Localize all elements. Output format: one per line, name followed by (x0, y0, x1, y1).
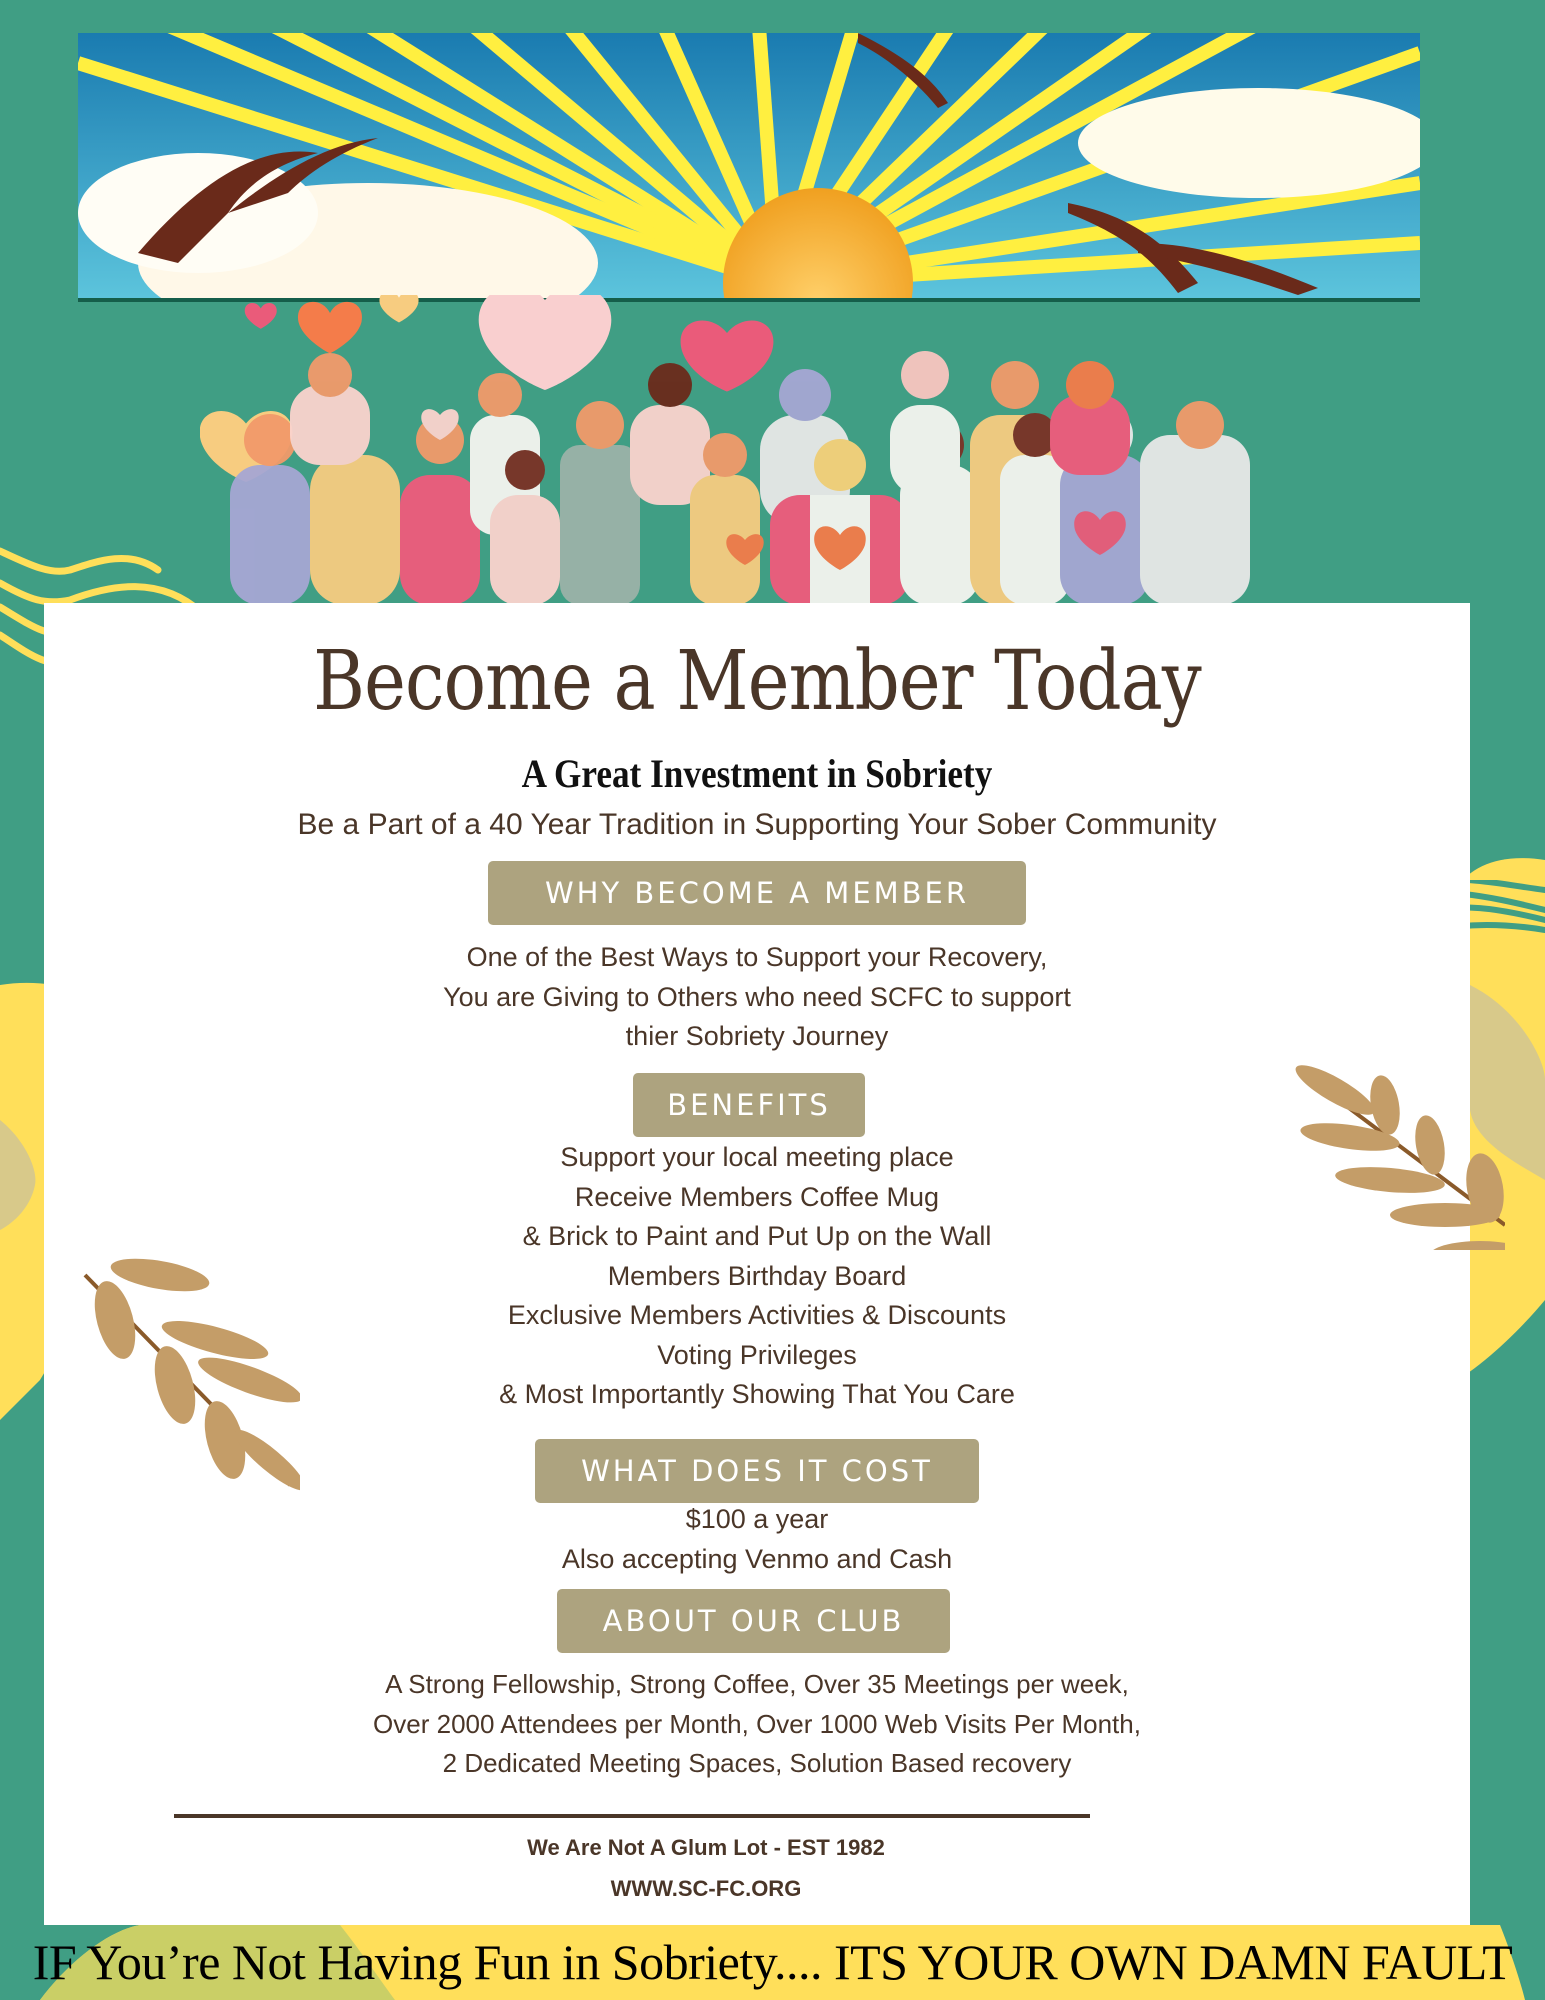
about-club-text (44, 1665, 1470, 1784)
benefit-item: Support your local meeting place (560, 1142, 954, 1172)
page-title: Become a Member Today (313, 634, 1201, 729)
text-line: thier Sobriety Journey (625, 1021, 889, 1051)
payment-methods: Also accepting Venmo and Cash (561, 1543, 953, 1574)
why-become-member-text (44, 938, 1470, 1057)
text-line: One of the Best Ways to Support your Recovery, (466, 942, 1048, 972)
page-subtitle: A Great Investment in Sobriety (521, 751, 993, 796)
crowd-illustration (200, 295, 1350, 605)
cost-info (44, 1500, 1470, 1579)
benefits-list (44, 1138, 1470, 1415)
section-heading-why-become-a-member: WHY BECOME A MEMBER (488, 861, 1026, 925)
benefit-item: Members Birthday Board (607, 1260, 907, 1291)
sunrise-banner (78, 33, 1420, 302)
section-heading-about-our-club: ABOUT OUR CLUB (557, 1589, 950, 1653)
benefit-item: Receive Members Coffee Mug (574, 1181, 940, 1212)
footer-website-link[interactable]: WWW.SC-FC.ORG (610, 1876, 802, 1901)
text-line: A Strong Fellowship, Strong Coffee, Over 35 Meetings per week, (385, 1669, 1129, 1699)
benefit-item: Voting Privileges (657, 1339, 857, 1370)
bottom-slogan: IF You’re Not Having Fun in Sobriety.... ITS YOUR OWN DAMN FAULT (32, 1934, 1513, 1990)
section-heading-benefits: BENEFITS (633, 1073, 865, 1137)
text-line: Over 2000 Attendees per Month, Over 1000 Web Visits Per Month, (373, 1708, 1141, 1739)
text-line: You are Giving to Others who need SCFC to support (443, 981, 1071, 1012)
tagline: Be a Part of a 40 Year Tradition in Supporting Your Sober Community (297, 808, 1217, 841)
price: $100 a year (685, 1504, 829, 1534)
benefit-item: Exclusive Members Activities & Discounts (507, 1300, 1007, 1330)
sunrise-birds-icon (78, 33, 1420, 298)
text-line: 2 Dedicated Meeting Spaces, Solution Based recovery (442, 1748, 1072, 1778)
benefit-item: & Brick to Paint and Put Up on the Wall (522, 1221, 992, 1251)
footer-divider (174, 1814, 1090, 1818)
people-with-hearts-icon (200, 295, 1350, 605)
footer-motto: We Are Not A Glum Lot - EST 1982 (527, 1835, 885, 1860)
section-heading-what-does-it-cost: WHAT DOES IT COST (535, 1439, 979, 1503)
benefit-item: & Most Importantly Showing That You Care (499, 1379, 1015, 1409)
